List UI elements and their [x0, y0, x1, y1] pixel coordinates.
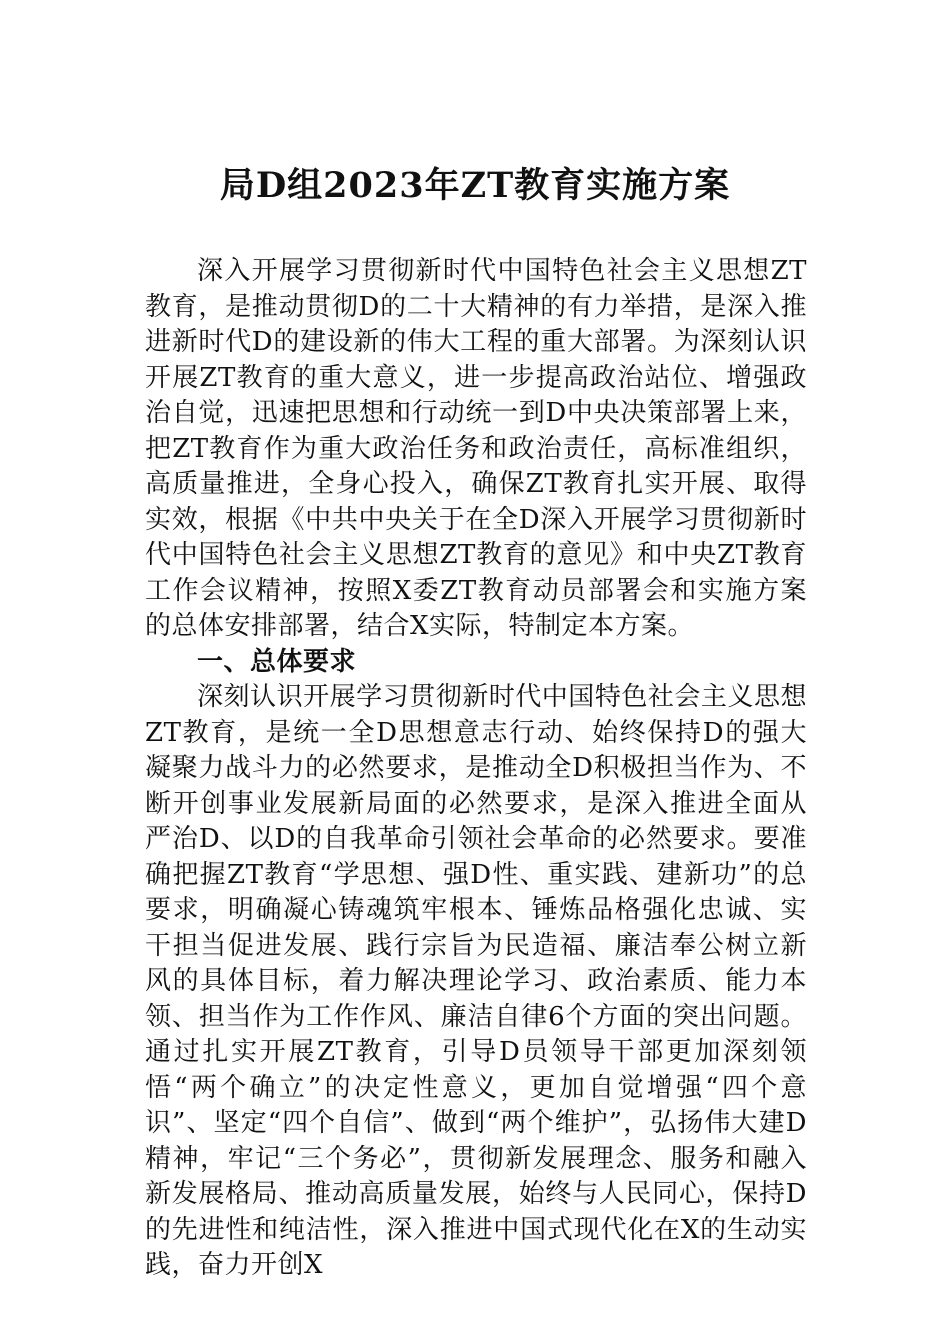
document-body [145, 254, 807, 1284]
intro-paragraph: 深入开展学习贯彻新时代中国特色社会主义思想ZT教育，是推动贯彻D的二十大精神的有力举措，是深入推进新时代D的建设新的伟大工程的重大部署。为深刻认识开展ZT教育的重大意义，进一步提高政治站位、增强政治自觉，迅速把思想和行动统一到D中央决策部署上来，把ZT教育作为重大政治任务和政治责任，高标准组织，高质量推进，全身心投入，确保ZT教育扎实开展、取得实效，根据《中共中央关于在全D深入开展学习贯彻新时代中国特色社会主义思想ZT教育的意见》和中央ZT教育工作会议精神，按照X委ZT教育动员部署会和实施方案的总体安排部署，结合X实际，特制定本方案。 [145, 256, 807, 641]
section-paragraph-overall-requirements: 深刻认识开展学习贯彻新时代中国特色社会主义思想ZT教育，是统一全D思想意志行动、始终保持D的强大凝聚力战斗力的必然要求，是推动全D积极担当作为、不断开创事业发展新局面的必然要求，是深入推进全面从严治D、以D的自我革命引领社会革命的必然要求。要准确把握ZT教育“学思想、强D性、重实践、建新功”的总要求，明确凝心铸魂筑牢根本、锤炼品格强化忠诚、实干担当促进发展、践行宗旨为民造福、廉洁奉公树立新风的具体目标，着力解决理论学习、政治素质、能力本领、担当作为工作作风、廉洁自律6个方面的突出问题。通过扎实开展ZT教育，引导D员领导干部更加深刻领悟“两个确立”的决定性意义，更加自觉增强“四个意识”、坚定“四个自信”、做到“两个维护”，弘扬伟大建D精神，牢记“三个务必”，贯彻新发展理念、服务和融入新发展格局、推动高质量发展，始终与人民同心，保持D的先进性和纯洁性，深入推进中国式现代化在X的生动实践，奋力开创X [145, 682, 807, 1280]
section-heading-overall-requirements: 一、总体要求 [197, 646, 357, 677]
document-title: 局D组2023年ZT教育实施方案 [219, 165, 731, 206]
